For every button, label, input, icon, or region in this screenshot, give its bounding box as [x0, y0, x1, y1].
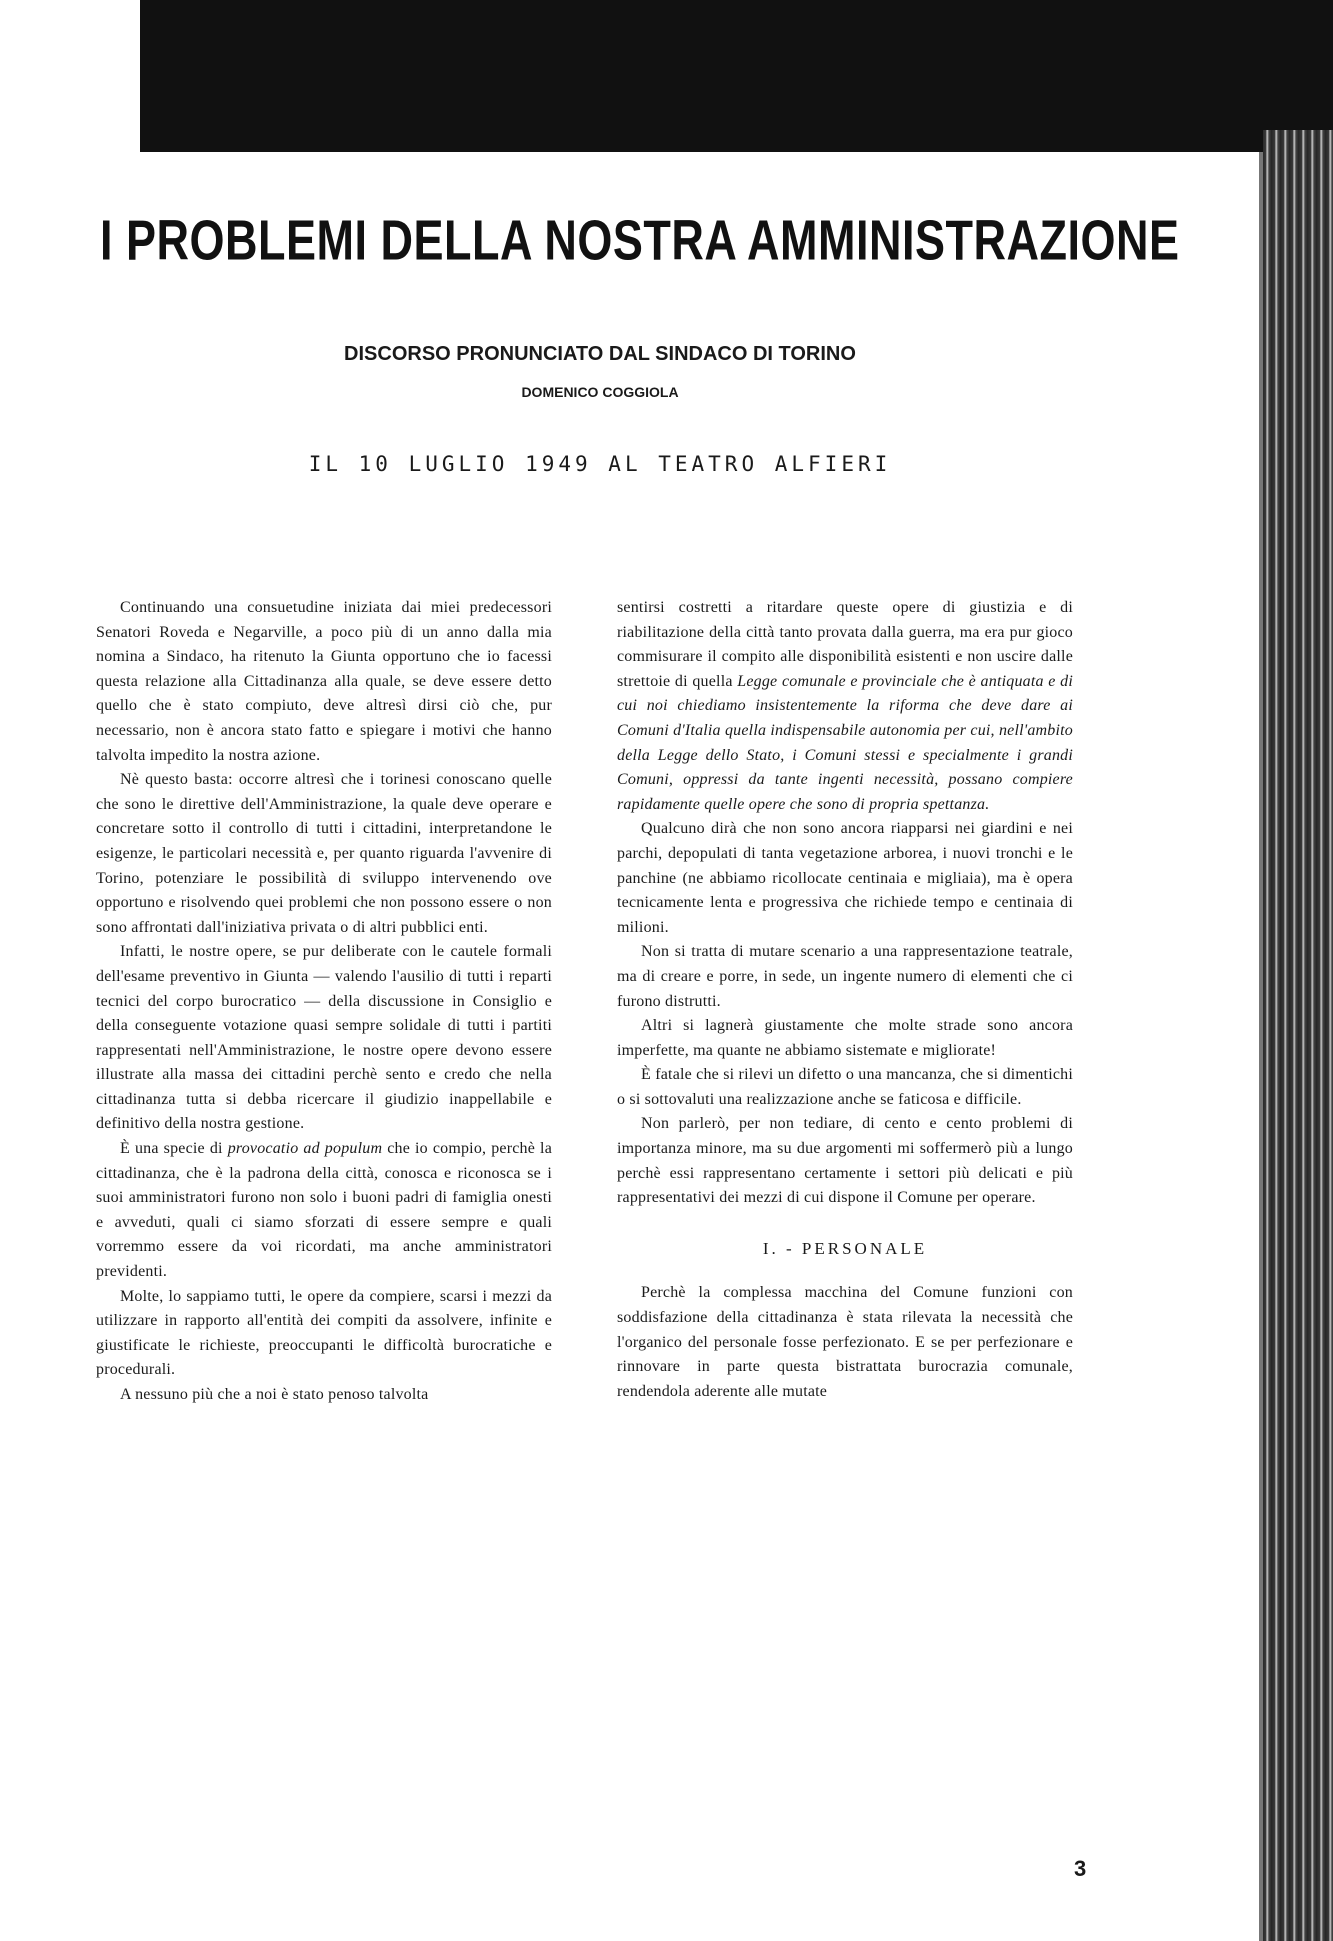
paragraph: Continuando una consuetudine iniziata dai miei predecessori Senatori Roveda e Negarville, a poco più di un anno dalla mia nomina a Sindaco, ha ritenuto la Giunta opportuno che io facessi questa relazione alla Cittadinanza alla quale, se deve essere detto quello che è stato compiuto, deve altresì dirsi ciò che, pur necessario, non è ancora stato fatto e spiegare i motivi che hanno talvolta impedito la nostra azione.: [96, 599, 552, 764]
paragraph: Qualcuno dirà che non sono ancora riapparsi nei giardini e nei parchi, depopulati di tanta vegetazione arborea, i nuovi tronchi e le panchine (ne abbiamo ricollocate centinaia e migliaia), ma è opera tecnicamente lenta e progressiva che richiede tempo e centinaia di milioni.: [617, 820, 1073, 936]
paragraph-text: che io compio, perchè la cittadinanza, che è la padrona della città, conosca e riconosca se i suoi amministratori furono non solo i buoni padri di famiglia onesti e avveduti, quali ci siamo sforzati di essere sempre e quali vorremmo essere da voi ricordati, ma anche amministratori previdenti.: [96, 1140, 552, 1281]
paragraph: Altri si lagnerà giustamente che molte strade sono ancora imperfette, ma quante ne abbiamo sistemate e migliorate!: [617, 1017, 1073, 1059]
subtitle-speaker: DOMENICO COGGIOLA: [521, 384, 679, 400]
paragraph: A nessuno più che a noi è stato penoso talvolta: [120, 1386, 429, 1403]
paragraph: Infatti, le nostre opere, se pur deliberate con le cautele formali dell'esame preventivo in Giunta — valendo l'ausilio di tutti i reparti tecnici del corpo burocratico — della discussione in Consiglio e della conseguente votazione quasi sempre solidale di tutti i partiti rappresentati nell'Amministrazione, le nostre opere devono essere illustrate alla massa dei cittadini perchè sento e credo che nella cittadinanza tutta si debba ricercare il giudizio inappellabile e definitivo della nostra gestione.: [96, 943, 552, 1133]
paragraph: [617, 596, 1073, 817]
paragraph: È fatale che si rilevi un difetto o una mancanza, che si dimentichi o si sottovaluti una realizzazione anche se faticosa e difficile.: [617, 1066, 1073, 1108]
paragraph: [96, 1137, 552, 1285]
section-heading: I. - PERSONALE: [762, 1238, 928, 1258]
latin-phrase: provocatio ad populum: [227, 1140, 383, 1158]
text-column-left: [96, 596, 552, 1408]
text-column-right: [617, 596, 1073, 1404]
paragraph-text: sentirsi costretti a ritardare queste opere di giustizia e di riabilitazione della città tanto provata dalla guerra, ma era pur gioco commisurare il compito alle disponibilità esistenti e non uscire dalle strettoie di quella: [617, 599, 1073, 690]
paragraph: Molte, lo sappiamo tutti, le opere da compiere, scarsi i mezzi da utilizzare in rapporto all'entità dei compiti da assolvere, infinite e giustificate le richieste, preoccupanti le difficoltà burocratiche e procedurali.: [96, 1287, 552, 1379]
paragraph: Non si tratta di mutare scenario a una rappresentazione teatrale, ma di creare e porre, in sede, un ingente numero di elementi che ci furono distrutti.: [617, 943, 1073, 1010]
book-binding-edge: [1263, 130, 1333, 1941]
paragraph: Perchè la complessa macchina del Comune funzioni con soddisfazione della cittadinanza è stata rilevata la necessità che l'organico del personale fosse perfezionato. E se per perfezionare e rinnovare in parte questa bistrattata burocrazia comunale, rendendola aderente alle mutate: [617, 1284, 1073, 1400]
paragraph: Non parlerò, per non tediare, di cento e cento problemi di importanza minore, ma su due argomenti mi soffermerò più a lungo perchè essi rappresentano certamente i settori più delicati e più rappresentativi dei mezzi di cui dispone il Comune per operare.: [617, 1115, 1073, 1207]
paragraph: Nè questo basta: occorre altresì che i torinesi conoscano quelle che sono le direttive dell'Amministrazione, la quale deve operare e concretare sotto il controllo di tutti i cittadini, interpretandone le esigenze, le particolari necessità e, per quanto riguarda l'avvenire di Torino, potenziare le possibilità di sviluppo intervenendo ove opportuno e risolvendo quei problemi che non possono essere o non sono affrontati dall'iniziativa privata o di altri pubblici enti.: [96, 771, 552, 936]
page-number: 3: [1074, 1856, 1087, 1881]
page-title: I PROBLEMI DELLA NOSTRA AMMINISTRAZIONE: [100, 208, 1180, 272]
italic-passage: Legge comunale e provinciale che è antiquata e di cui noi chiediamo insistentemente la riforma che deve dare ai Comuni d'Italia quella indispensabile autonomia per cui, nell'ambito della Legge dello Stato, i Comuni stessi e specialmente i grandi Comuni, oppressi da tante ingenti necessità, possano compiere rapidamente quelle opere che sono di propria spettanza.: [617, 672, 1074, 813]
paragraph-text: È una specie di: [120, 1140, 228, 1158]
subtitle-date-venue: IL 10 LUGLIO 1949 AL TEATRO ALFIERI: [308, 452, 892, 476]
subtitle-speech: DISCORSO PRONUNCIATO DAL SINDACO DI TORINO: [344, 343, 856, 365]
